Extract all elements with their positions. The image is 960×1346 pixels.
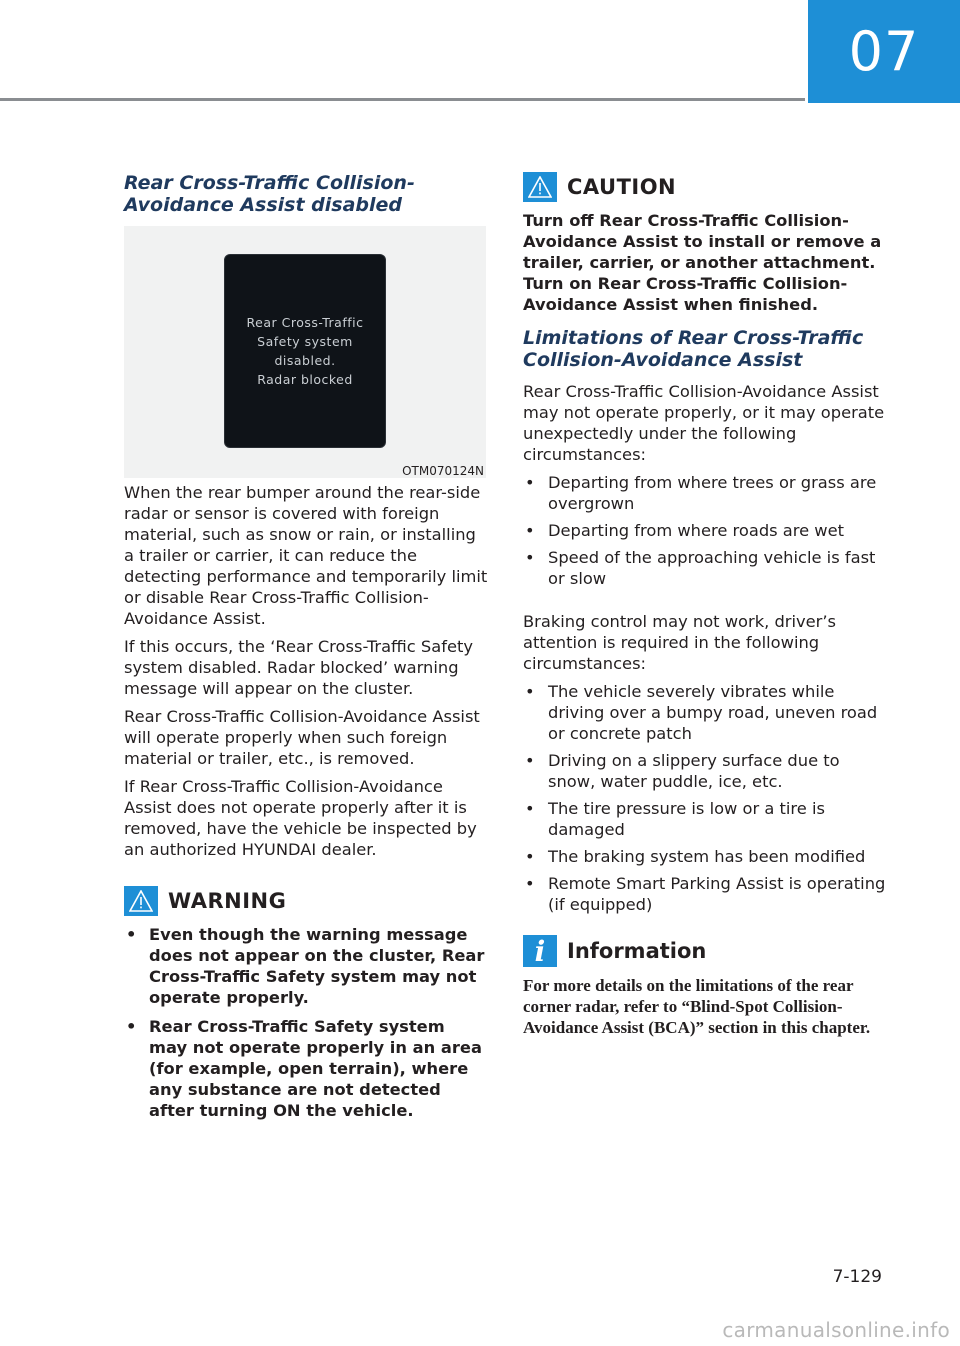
information-text: For more details on the limitations of the rear corner radar, refer to “Blind-Spot Collision-Avoidance Assist (BCA)” section in this chapter. [523, 976, 871, 1037]
limitation-item: • Departing from where roads are wet [523, 520, 891, 541]
limitations-title: Limitations of Rear Cross-Traffic Collision-Avoidance Assist [523, 327, 864, 371]
cluster-message-line-1: Rear Cross-Traffic [246, 315, 364, 330]
limitation-item: • Speed of the approaching vehicle is fast or slow [523, 547, 891, 589]
body-paragraph: When the rear bumper around the rear-side radar or sensor is covered with foreign material, such as snow or rain, or installing a trailer or carrier, it can reduce the detecting performance and temporarily limit or disable Rear Cross-Traffic Collision-Avoidance Assist. [124, 483, 488, 628]
left-column [124, 172, 488, 1129]
limitation-item: • Departing from where trees or grass are overgrown [523, 472, 891, 514]
body-paragraph: Rear Cross-Traffic Collision-Avoidance Assist will operate properly when such foreign material or trailer, etc., is removed. [124, 707, 480, 768]
chapter-number: 07 [848, 20, 920, 83]
cluster-figure [124, 226, 486, 478]
braking-list [523, 681, 891, 915]
body-paragraph: If Rear Cross-Traffic Collision-Avoidance Assist does not operate properly after it is removed, have the vehicle be inspected by an authorized HYUNDAI dealer. [124, 777, 477, 859]
braking-item: • The braking system has been modified [523, 846, 891, 867]
figure-code: OTM070124N [402, 464, 484, 478]
caution-label: CAUTION [567, 175, 677, 199]
limitations-list [523, 472, 891, 589]
braking-item: • Remote Smart Parking Assist is operating (if equipped) [523, 873, 891, 915]
braking-item: • The vehicle severely vibrates while driving over a bumpy road, uneven road or concrete patch [523, 681, 891, 744]
braking-intro: Braking control may not work, driver’s attention is required in the following circumstances: [523, 612, 837, 673]
right-column [523, 172, 891, 1038]
cluster-display [224, 254, 386, 448]
caution-text: Turn off Rear Cross-Traffic Collision-Avoidance Assist to install or remove a trailer, carrier, or another attachment. Turn on Rear Cross-Traffic Collision-Avoidance Assist when finished. [523, 211, 882, 314]
chapter-tab [808, 0, 960, 103]
header-rule [0, 98, 805, 101]
information-label: Information [567, 939, 707, 963]
braking-item: • Driving on a slippery surface due to snow, water puddle, ice, etc. [523, 750, 891, 792]
limitations-intro: Rear Cross-Traffic Collision-Avoidance Assist may not operate properly, or it may operate unexpectedly under the following circumstances: [523, 382, 885, 464]
braking-item: • The tire pressure is low or a tire is damaged [523, 798, 891, 840]
section-title: Rear Cross-Traffic Collision-Avoidance Assist disabled [124, 172, 415, 216]
warning-icon [124, 886, 158, 916]
information-heading [523, 935, 891, 967]
info-icon: i [523, 935, 557, 967]
warning-list [124, 924, 488, 1121]
page-number: 7-129 [832, 1267, 882, 1287]
watermark: carmanualsonline.info [722, 1318, 950, 1342]
warning-label: WARNING [168, 889, 287, 913]
warning-item: • Even though the warning message does not appear on the cluster, Rear Cross-Traffic Safety system may not operate properly. [124, 924, 488, 1008]
caution-icon [523, 172, 557, 202]
warning-item: • Rear Cross-Traffic Safety system may not operate properly in an area (for example, open terrain), where any substance are not detected after turning ON the vehicle. [124, 1016, 488, 1121]
body-paragraph: If this occurs, the ‘Rear Cross-Traffic Safety system disabled. Radar blocked’ warning message will appear on the cluster. [124, 637, 473, 698]
caution-heading [523, 172, 891, 202]
cluster-message-line-3: Radar blocked [257, 372, 353, 387]
warning-heading [124, 886, 488, 916]
cluster-message-line-2: Safety system disabled. [257, 334, 353, 368]
